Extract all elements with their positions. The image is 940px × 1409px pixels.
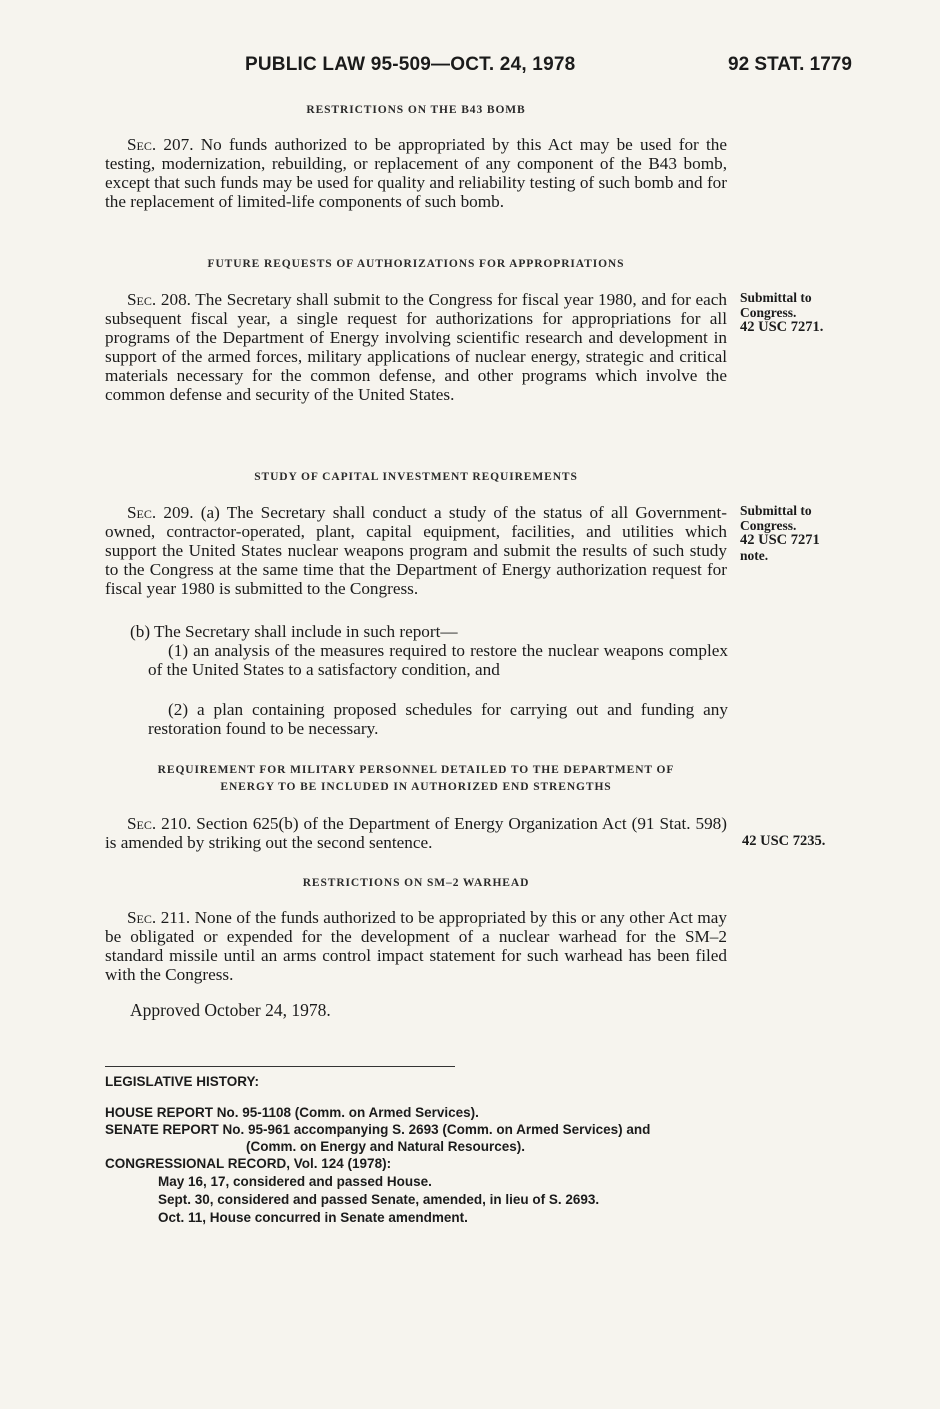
record-entry: Oct. 11, House concurred in Senate amendment. [158,1210,468,1225]
page-header-title: PUBLIC LAW 95-509—OCT. 24, 1978 [245,54,576,75]
sec209-item-1: (1) an analysis of the measures required to restore the nuclear weapons complex of the United States to a satisfactory condition, and [148,641,728,679]
sec209-text-a: 209. (a) The Secretary shall conduct a study of the status of all Government-owned, contractor-operated, plant, capital equipment, facilities, and utilities which support the United States nuclear weapons program and submit the results of such study to the Congress at the same time that the Department of Energy authorization request for fiscal year 1980 is submitted to the Congress. [105,503,728,598]
page-header-stat: 92 STAT. 1779 [728,54,852,75]
sec208-body [105,290,727,404]
margin-line: Submittal to [740,290,812,305]
sec207-label: Sec. [127,135,157,154]
sec211-heading: RESTRICTIONS ON SM–2 WARHEAD [302,877,530,889]
sec209-body-a [105,503,727,598]
sec210-heading-line1: REQUIREMENT FOR MILITARY PERSONNEL DETAILED TO THE DEPARTMENT OF [157,764,675,776]
record-entry: May 16, 17, considered and passed House. [158,1174,432,1189]
sec209-text-b: (b) The Secretary shall include in such report— [130,622,458,641]
sec209-margin-note [740,503,860,563]
senate-report-line1: SENATE REPORT No. 95-961 accompanying S. 2693 (Comm. on Armed Services) and [105,1122,651,1137]
sec211-body [105,908,727,984]
divider-rule [105,1066,455,1067]
sec211-text: 211. None of the funds authorized to be appropriated by this or any other Act may be obligated or expended for the development of a nuclear warhead for the SM–2 standard missile until an arms control impact statement for such warhead has been filed with the Congress. [105,908,727,984]
sec210-margin-note [742,834,862,849]
margin-usc-citation: 42 USC 7271 [740,532,820,548]
sec207-body [105,135,727,211]
senate-report-line2: (Comm. on Energy and Natural Resources). [246,1139,526,1154]
sec209-item-2: (2) a plan containing proposed schedules for carrying out and funding any restoration found to be necessary. [148,700,728,738]
sec207-text: 207. No funds authorized to be appropriated by this Act may be used for the testing, modernization, rebuilding, or replacement of any component of the B43 bomb, except that such funds may be used for quality and reliability testing of such bomb and for the replacement of limited-life components of such bomb. [105,135,727,211]
sec208-margin-note [740,290,860,335]
sec208-label: Sec. [127,290,157,309]
margin-line: Submittal to [740,503,812,518]
sec209-label: Sec. [127,503,157,522]
sec208-text: 208. The Secretary shall submit to the Congress for fiscal year 1980, and for each subsequent fiscal year, a single request for authorizations for appropriations for all programs of the Department of Energy involving scientific research and development in support of the armed forces, military applications of nuclear energy, strategic and critical materials necessary for the common defense, and other programs which involve the common defense and security of the United States. [105,290,727,404]
approval-date: Approved October 24, 1978. [130,1000,331,1020]
margin-line: Congress. [740,305,797,320]
sec210-heading-line2: ENERGY TO BE INCLUDED IN AUTHORIZED END STRENGTHS [220,781,612,793]
margin-line: Congress. [740,518,797,533]
sec210-heading [105,762,727,796]
sec210-body [105,814,727,852]
margin-line: note. [740,548,769,563]
record-entry: Sept. 30, considered and passed Senate, amended, in lieu of S. 2693. [158,1192,600,1207]
margin-usc-citation: 42 USC 7235. [742,833,826,849]
sec210-text: 210. Section 625(b) of the Department of Energy Organization Act (91 Stat. 598) is amended by striking out the second sentence. [105,814,727,852]
sec211-label: Sec. [127,908,157,927]
congressional-record: CONGRESSIONAL RECORD, Vol. 124 (1978): [105,1156,392,1171]
sec207-heading: RESTRICTIONS ON THE B43 BOMB [306,104,526,116]
sec210-label: Sec. [127,814,157,833]
sec209-heading: STUDY OF CAPITAL INVESTMENT REQUIREMENTS [254,471,578,483]
margin-usc-citation: 42 USC 7271. [740,319,824,335]
legislative-history-heading: LEGISLATIVE HISTORY: [105,1074,260,1089]
house-report: HOUSE REPORT No. 95-1108 (Comm. on Armed Services). [105,1105,479,1120]
sec208-heading: FUTURE REQUESTS OF AUTHORIZATIONS FOR APPROPRIATIONS [207,258,625,270]
